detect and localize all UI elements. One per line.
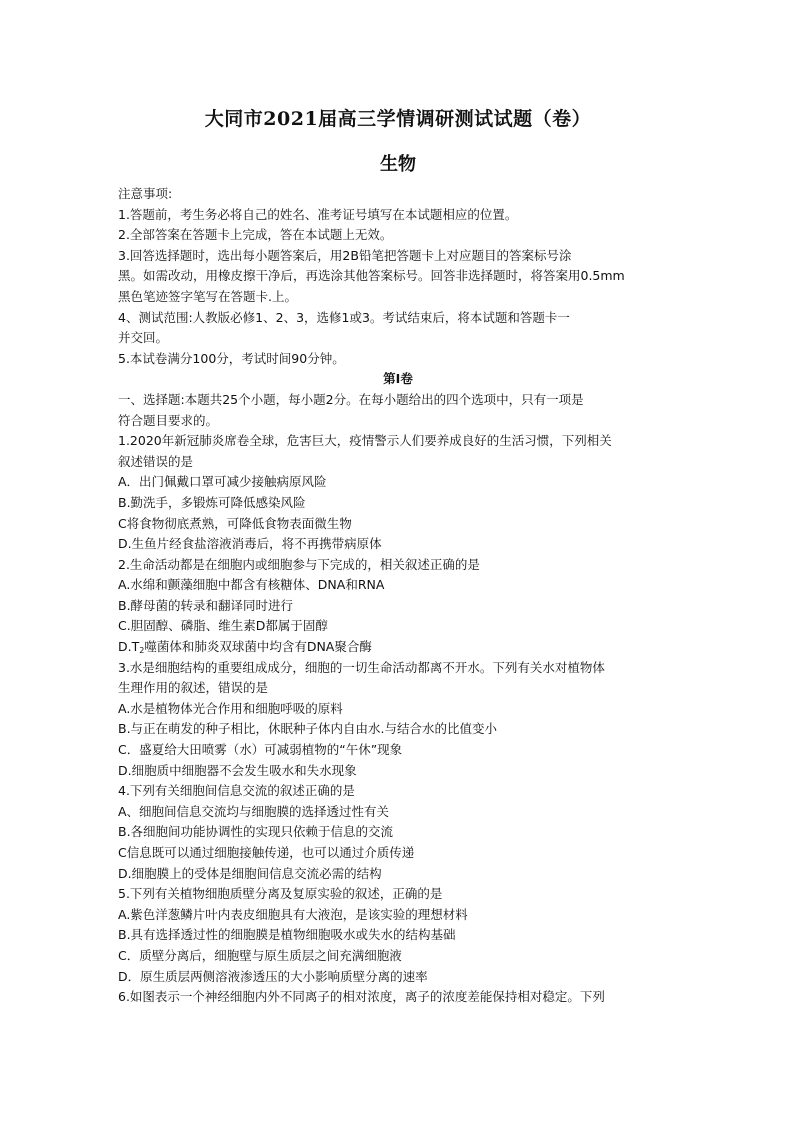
- question-stem: 5.下列有关植物细胞质壁分离及复原实验的叙述，正确的是: [118, 886, 443, 902]
- notice-line: 5.本试卷满分100分，考试时间90分钟。: [118, 350, 345, 366]
- question-option: D.生鱼片经食盐溶液消毒后，将不再携带病原体: [118, 536, 382, 552]
- question-option: B.具有选择透过性的细胞膜是植物细胞吸水或失水的结构基础: [118, 927, 456, 943]
- question-option: D．原生质层两侧溶液渗透压的大小影响质壁分离的速率: [118, 968, 428, 984]
- question-option: B.勤洗手，多锻炼可降低感染风险: [118, 494, 306, 510]
- exam-title: 大同市2021届高三学情调研测试试题（卷）: [204, 108, 592, 130]
- option-d-subscript: 2: [139, 646, 145, 656]
- notice-line: 2.全部答案在答题卡上完成，答在本试题上无效。: [118, 227, 393, 243]
- question-option: C．盛夏给大田喷雾（水）可减弱植物的“午休”现象: [118, 742, 403, 758]
- section-intro: 一、选择题:本题共25个小题，每小题2分。在每小题给出的四个选项中，只有一项是: [118, 391, 584, 407]
- question-stem: 6.如图表示一个神经细胞内外不同离子的相对浓度，离子的浓度差能保持相对稳定。下列: [118, 989, 605, 1005]
- question-stem: 3.水是细胞结构的重要组成成分，细胞的一切生命活动都离不开水。下列有关水对植物体: [118, 659, 605, 675]
- notice-heading: 注意事项:: [118, 186, 173, 201]
- question-option: A.水绵和颤藻细胞中都含有核糖体、DNA和RNA: [118, 577, 385, 593]
- option-d-text: 噬菌体和肺炎双球菌中均含有DNA聚合酶: [144, 639, 372, 655]
- question-stem: 1.2020年新冠肺炎席卷全球，危害巨大，疫情警示人们要养成良好的生活习惯，下列相关: [118, 433, 612, 449]
- question-option: D.细胞质中细胞器不会发生吸水和失水现象: [118, 762, 357, 778]
- subject-title: 生物: [380, 154, 416, 175]
- option-d-prefix: D.T: [118, 639, 140, 655]
- volume-heading: 第Ⅰ卷: [383, 371, 413, 387]
- exam-page: [118, 100, 678, 1008]
- notice-line: 黑。如需改动，用橡皮擦干净后，再选涂其他答案标号。回答非选择题时，将答案用0.5mm: [118, 268, 625, 284]
- exam-body: [118, 184, 678, 1008]
- question-option: C将食物彻底煮熟，可降低食物表面微生物: [118, 515, 352, 531]
- question-option: C.胆固醇、磷脂、维生素D都属于固醇: [118, 618, 328, 634]
- question-option: B.与正在萌发的种子相比，休眠种子体内自由水.与结合水的比值变小: [118, 721, 498, 737]
- question-option: A.紫色洋葱鳞片叶内表皮细胞具有大液泡，是该实验的理想材料: [118, 906, 468, 922]
- notice-line: 黑色笔迹签字笔写在答题卡.上。: [118, 288, 297, 304]
- question-option: B.各细胞间功能协调性的实现只依赖于信息的交流: [118, 824, 394, 840]
- notice-line: 3.回答选择题时，选出每小题答案后，用2B铅笔把答题卡上对应题目的答案标号涂: [118, 247, 572, 263]
- notice-line: 4、测试范围:人教版必修1、2、3，选修1或3。考试结束后，将本试题和答题卡一: [118, 309, 570, 325]
- question-stem: 生理作用的叙述，错误的是: [118, 680, 269, 696]
- question-option: B.酵母菌的转录和翻译同时进行: [118, 597, 294, 613]
- question-option: D.细胞膜上的受体是细胞间信息交流必需的结构: [118, 865, 382, 881]
- notice-line: 并交回。: [118, 330, 169, 346]
- question-stem: 叙述错误的是: [118, 453, 194, 469]
- section-intro: 符合题目要求的。: [118, 412, 219, 428]
- question-option: A.水是植物体光合作用和细胞呼吸的原料: [118, 700, 343, 716]
- question-option: A．出门佩戴口罩可减少接触病原风险: [118, 474, 327, 490]
- question-option: A、细胞间信息交流均与细胞膜的选择透过性有关: [118, 803, 390, 819]
- notice-line: 1.答题前，考生务必将自己的姓名、准考证号填写在本试题相应的位置。: [118, 206, 518, 222]
- question-option-d: [118, 637, 678, 658]
- question-stem: 2.生命活动都是在细胞内或细胞参与下完成的，相关叙述正确的是: [118, 556, 480, 572]
- question-option: C信息既可以通过细胞接触传递，也可以通过介质传递: [118, 845, 415, 860]
- question-stem: 4.下列有关细胞间信息交流的叙述正确的是: [118, 783, 355, 799]
- question-option: C．质壁分离后，细胞壁与原生质层之间充满细胞液: [118, 947, 402, 963]
